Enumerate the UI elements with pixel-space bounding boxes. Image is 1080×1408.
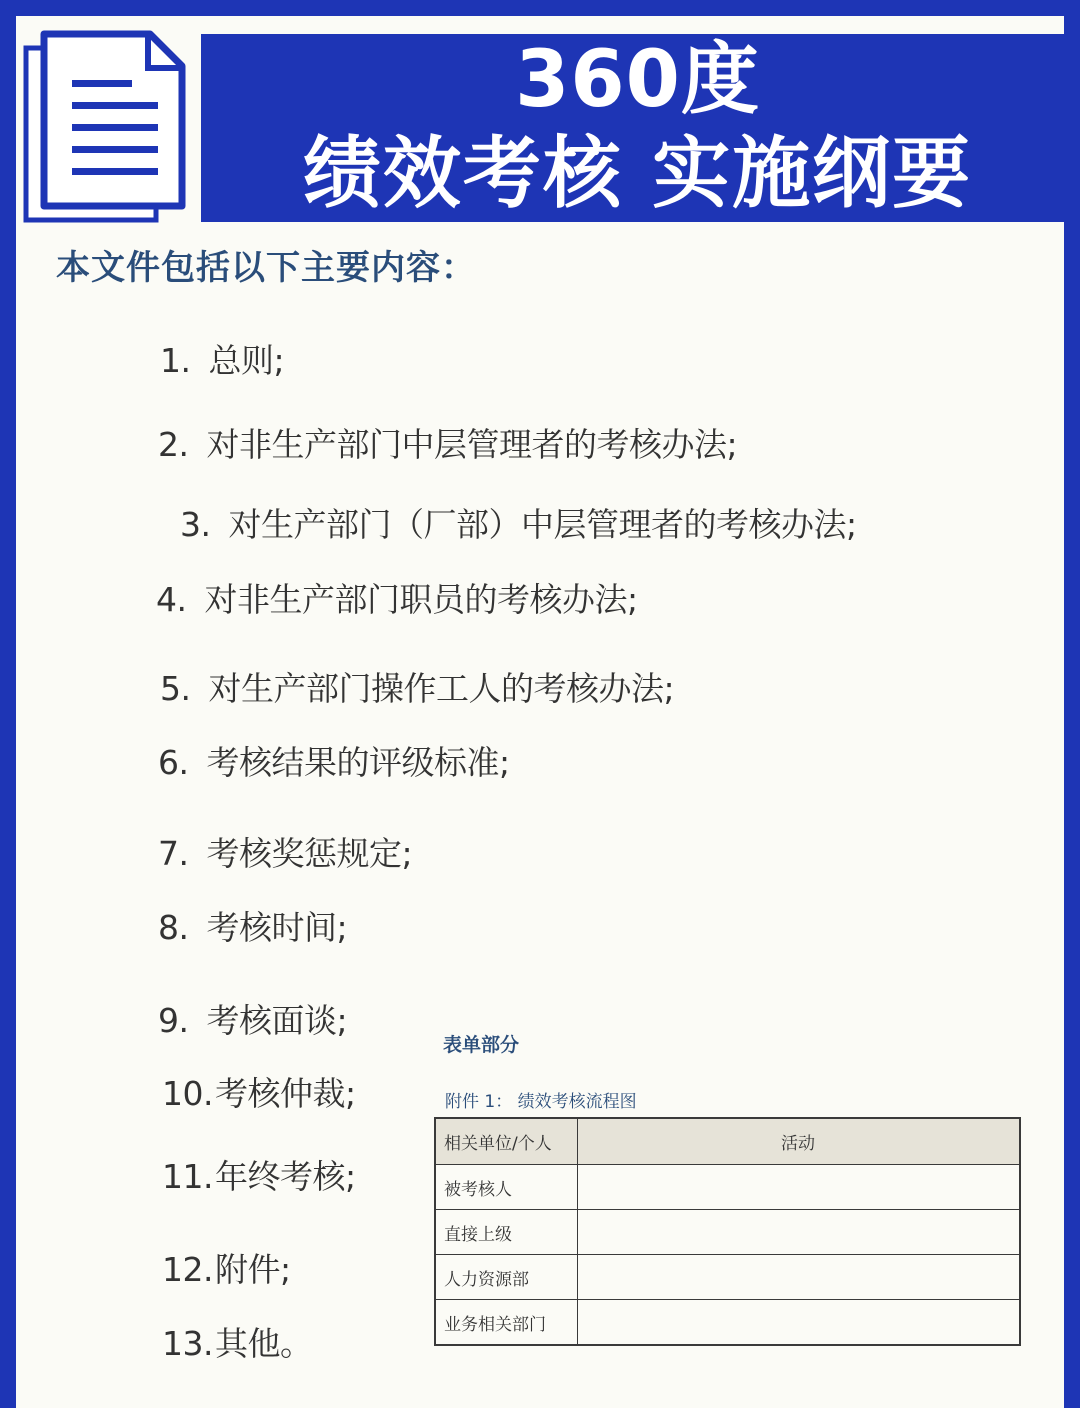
table-row	[435, 1210, 1020, 1255]
toc-item-number: 10.	[162, 1074, 213, 1113]
toc-item-number: 3.	[180, 505, 211, 544]
table-cell-unit: 业务相关部门	[435, 1300, 578, 1346]
toc-item-number: 12.	[162, 1250, 213, 1289]
table-cell-unit: 直接上级	[435, 1210, 578, 1255]
document-icon	[22, 30, 187, 225]
process-table	[434, 1117, 1021, 1346]
toc-item-label: 附件;	[214, 1250, 291, 1289]
toc-item-number: 7.	[158, 834, 189, 873]
form-section-heading: 表单部分	[443, 1034, 520, 1056]
table-cell-activity	[578, 1300, 1021, 1346]
toc-item	[158, 737, 510, 784]
toc-item-label: 考核面谈;	[206, 1001, 348, 1040]
column-header-activity: 活动	[578, 1118, 1021, 1165]
toc-item	[162, 1151, 356, 1198]
toc-item-number: 8.	[158, 908, 189, 947]
form-attachment-title: 附件 1： 绩效考核流程图	[445, 1092, 637, 1112]
toc-item	[162, 1318, 312, 1365]
page-subtitle: 绩效考核 实施纲要	[302, 129, 973, 219]
toc-item	[180, 499, 857, 546]
toc-item-label: 对非生产部门职员的考核办法;	[204, 580, 638, 619]
toc-item-label: 其他。	[214, 1324, 313, 1363]
toc-item-label: 对生产部门操作工人的考核办法;	[208, 669, 675, 708]
table-cell-unit: 被考核人	[435, 1165, 578, 1210]
table-cell-activity	[578, 1210, 1021, 1255]
toc-item-label: 考核时间;	[206, 908, 348, 947]
toc-item-label: 年终考核;	[214, 1157, 356, 1196]
toc-item-number: 13.	[162, 1324, 213, 1363]
toc-item	[158, 902, 347, 949]
toc-item	[160, 335, 284, 382]
toc-item-number: 1.	[160, 341, 191, 380]
toc-item-number: 6.	[158, 743, 189, 782]
toc-item	[162, 1068, 356, 1115]
toc-item	[160, 663, 674, 710]
toc-item	[162, 1244, 291, 1291]
toc-item-number: 11.	[162, 1157, 213, 1196]
toc-item	[156, 574, 638, 621]
table-cell-unit: 人力资源部	[435, 1255, 578, 1300]
toc-item-number: 9.	[158, 1001, 189, 1040]
table-row	[435, 1255, 1020, 1300]
toc-item-label: 对生产部门（厂部）中层管理者的考核办法;	[228, 505, 857, 544]
toc-item-label: 总则;	[208, 341, 285, 380]
toc-item-number: 4.	[156, 580, 187, 619]
toc-item	[158, 419, 737, 466]
table-cell-activity	[578, 1165, 1021, 1210]
table-row	[435, 1300, 1020, 1346]
column-header-unit: 相关单位/个人	[435, 1118, 578, 1165]
toc-item	[158, 995, 347, 1042]
toc-item-label: 考核结果的评级标准;	[206, 743, 510, 782]
toc-item-label: 考核仲裁;	[214, 1074, 356, 1113]
table-row	[435, 1165, 1020, 1210]
toc-item-label: 考核奖惩规定;	[206, 834, 413, 873]
table-cell-activity	[578, 1255, 1021, 1300]
toc-item-label: 对非生产部门中层管理者的考核办法;	[206, 425, 738, 464]
toc-item	[158, 828, 412, 875]
page-title: 360度	[515, 35, 760, 125]
intro-heading: 本文件包括以下主要内容：	[56, 248, 476, 288]
toc-item-number: 5.	[160, 669, 191, 708]
table-header-row	[435, 1118, 1020, 1165]
toc-item-number: 2.	[158, 425, 189, 464]
title-banner	[201, 34, 1064, 222]
